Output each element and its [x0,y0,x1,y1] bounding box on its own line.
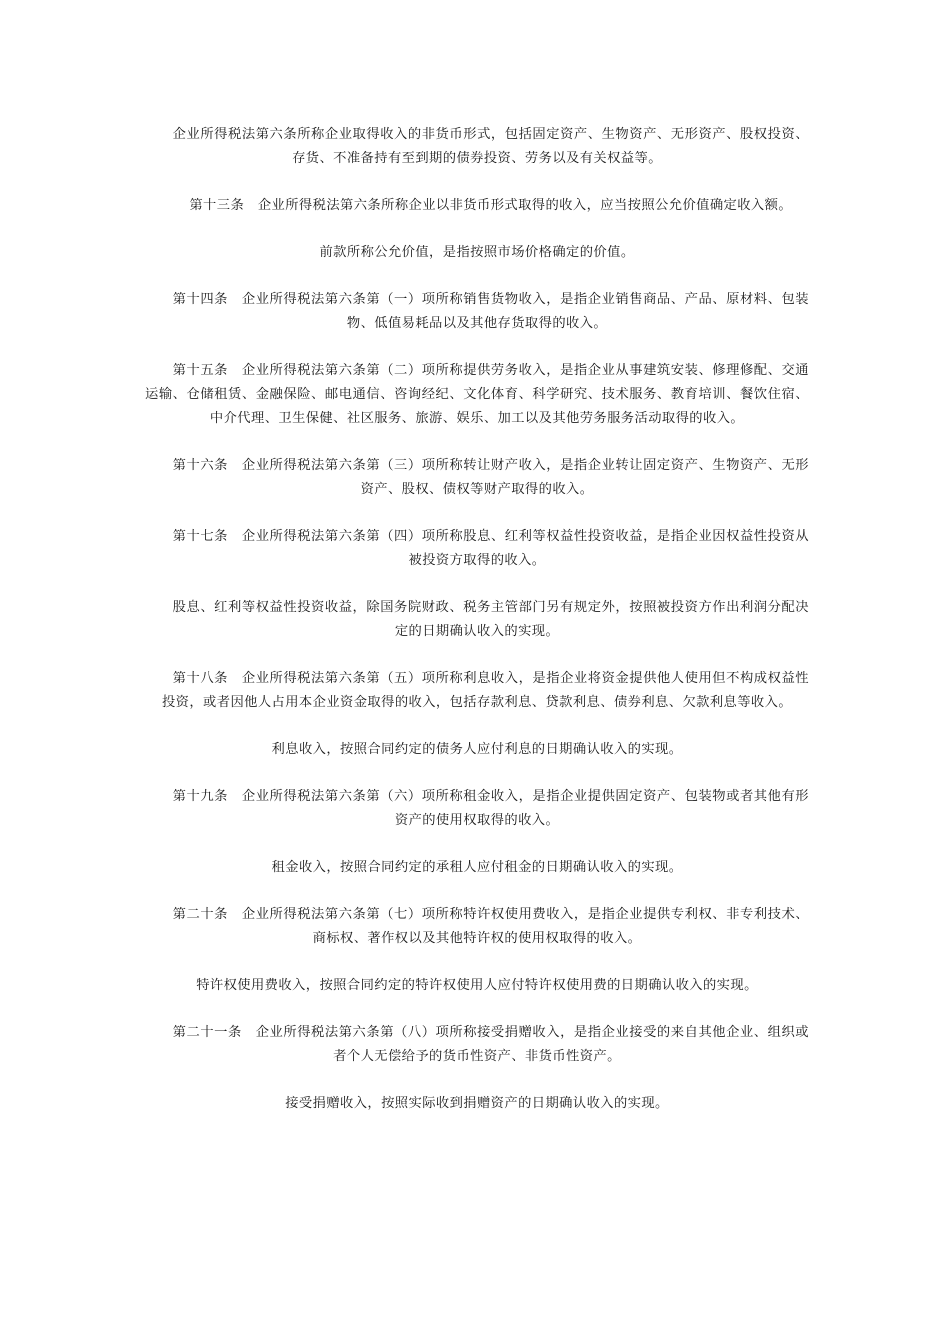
paragraph-article-15: 第十五条 企业所得税法第六条第（二）项所称提供劳务收入，是指企业从事建筑安装、修理修配、交通运输、仓储租赁、金融保险、邮电通信、咨询经纪、文化体育、科学研究、技术服务、教育培训、餐饮住宿、中介代理、卫生保健、社区服务、旅游、娱乐、加工以及其他劳务服务活动取得的收入。 [145,363,809,426]
paragraph-royalty-recognition: 特许权使用费收入，按照合同约定的特许权使用人应付特许权使用费的日期确认收入的实现。 [196,978,758,993]
document-page [145,123,809,1139]
paragraph-article-20: 第二十条 企业所得税法第六条第（七）项所称特许权使用费收入，是指企业提供专利权、非专利技术、商标权、著作权以及其他特许权的使用权取得的收入。 [145,907,809,946]
paragraph-article-14: 第十四条 企业所得税法第六条第（一）项所称销售货物收入，是指企业销售商品、产品、原材料、包装物、低值易耗品以及其他存货取得的收入。 [145,292,809,331]
paragraph-article-19: 第十九条 企业所得税法第六条第（六）项所称租金收入，是指企业提供固定资产、包装物或者其他有形资产的使用权取得的收入。 [145,789,809,828]
paragraph-interest-recognition: 利息收入，按照合同约定的债务人应付利息的日期确认收入的实现。 [271,742,683,757]
paragraph-fair-value: 前款所称公允价值，是指按照市场价格确定的价值。 [319,245,635,260]
paragraph-donation-recognition: 接受捐赠收入，按照实际收到捐赠资产的日期确认收入的实现。 [285,1096,669,1111]
paragraph-article-16: 第十六条 企业所得税法第六条第（三）项所称转让财产收入，是指企业转让固定资产、生物资产、无形资产、股权、债权等财产取得的收入。 [145,458,809,497]
paragraph-article-21: 第二十一条 企业所得税法第六条第（八）项所称接受捐赠收入，是指企业接受的来自其他企业、组织或者个人无偿给予的货币性资产、非货币性资产。 [145,1025,809,1064]
paragraph-article-18: 第十八条 企业所得税法第六条第（五）项所称利息收入，是指企业将资金提供他人使用但不构成权益性投资，或者因他人占用本企业资金取得的收入，包括存款利息、贷款利息、债券利息、欠款利息等收入。 [145,671,809,710]
paragraph-article-17: 第十七条 企业所得税法第六条第（四）项所称股息、红利等权益性投资收益，是指企业因权益性投资从被投资方取得的收入。 [145,529,809,568]
paragraph-dividend-recognition: 股息、红利等权益性投资收益，除国务院财政、税务主管部门另有规定外，按照被投资方作出利润分配决定的日期确认收入的实现。 [145,600,809,639]
paragraph-rent-recognition: 租金收入，按照合同约定的承租人应付租金的日期确认收入的实现。 [271,860,683,875]
paragraph-article-13: 第十三条 企业所得税法第六条所称企业以非货币形式取得的收入，应当按照公允价值确定收入额。 [161,198,793,213]
paragraph-noncash-forms: 企业所得税法第六条所称企业取得收入的非货币形式，包括固定资产、生物资产、无形资产、股权投资、存货、不准备持有至到期的债券投资、劳务以及有关权益等。 [145,127,809,166]
